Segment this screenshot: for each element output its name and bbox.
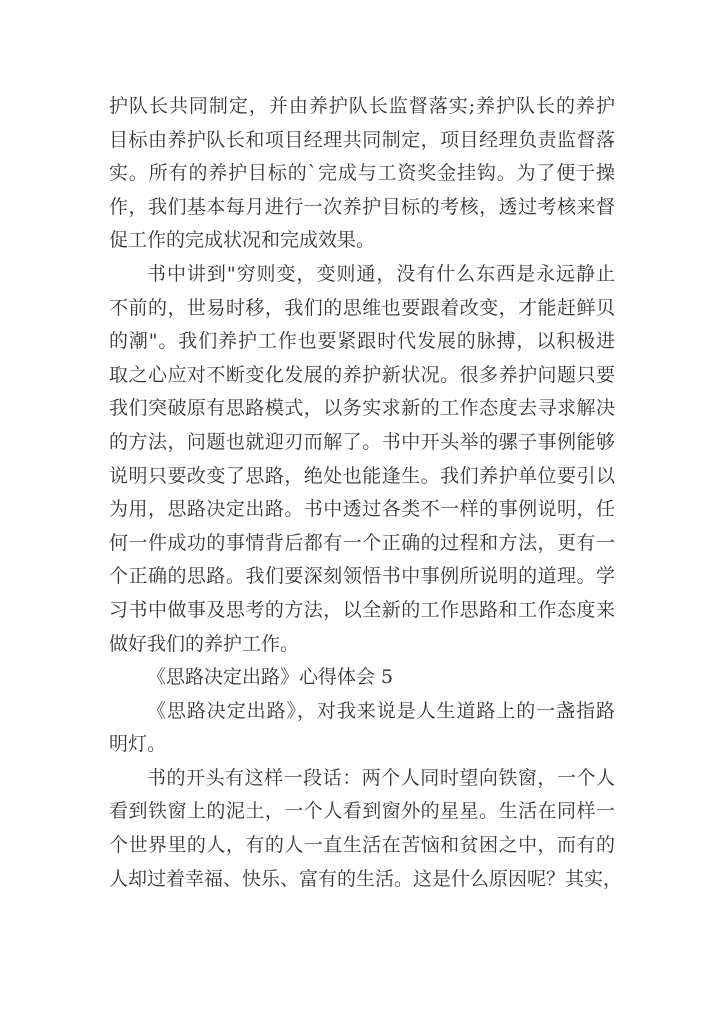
section-heading: 《思路决定出路》心得体会 5 <box>147 666 394 689</box>
text-line: 人却过着幸福、快乐、富有的生活。这是什么原因呢？其实， <box>109 867 623 890</box>
text-line: 取之心应对不断变化发展的养护新状况。很多养护问题只要 <box>109 363 615 386</box>
text-line: 书中讲到"穷则变，变则通，没有什么东西是永远静止 <box>147 262 615 285</box>
text-line: 书的开头有这样一段话：两个人同时望向铁窗，一个人 <box>147 766 615 789</box>
body-text <box>109 90 623 896</box>
text-line: 目标由养护队长和项目经理共同制定，项目经理负责监督落 <box>109 128 615 151</box>
text-line: 说明只要改变了思路，绝处也能逢生。我们养护单位要引以 <box>109 464 615 487</box>
text-line: 作，我们基本每月进行一次养护目标的考核，透过考核来督 <box>109 195 615 218</box>
text-line: 做好我们的养护工作。 <box>109 632 300 655</box>
text-line: 我们突破原有思路模式，以务实求新的工作态度去寻求解决 <box>109 397 615 420</box>
text-line: 不前的，世易时移，我们的思维也要跟着改变，才能赶鲜贝 <box>109 296 615 319</box>
text-line: 《思路决定出路》，对我来说是人生道路上的一盏指路 <box>147 699 615 722</box>
text-line: 个世界里的人，有的人一直生活在苦恼和贫困之中，而有的 <box>109 834 615 857</box>
text-line: 实。所有的养护目标的`完成与工资奖金挂钩。为了便于操 <box>109 162 615 185</box>
text-line: 为用，思路决定出路。书中透过各类不一样的事例说明，任 <box>109 498 615 521</box>
text-line: 护队长共同制定，并由养护队长监督落实;养护队长的养护 <box>109 95 615 117</box>
text-line: 看到铁窗上的泥土，一个人看到窗外的星星。生活在同样一 <box>109 800 615 823</box>
text-line: 习书中做事及思考的方法，以全新的工作思路和工作态度来 <box>109 598 615 621</box>
text-line: 个正确的思路。我们要深刻领悟书中事例所说明的道理。学 <box>109 565 615 588</box>
text-line: 的方法，问题也就迎刃而解了。书中开头举的骡子事例能够 <box>109 430 615 453</box>
text-line: 的潮"。我们养护工作也要紧跟时代发展的脉搏，以积极进 <box>109 330 615 353</box>
text-line: 何一件成功的事情背后都有一个正确的过程和方法，更有一 <box>109 531 615 554</box>
text-line: 促工作的完成状况和完成效果。 <box>109 229 376 252</box>
text-line: 明灯。 <box>109 733 167 756</box>
